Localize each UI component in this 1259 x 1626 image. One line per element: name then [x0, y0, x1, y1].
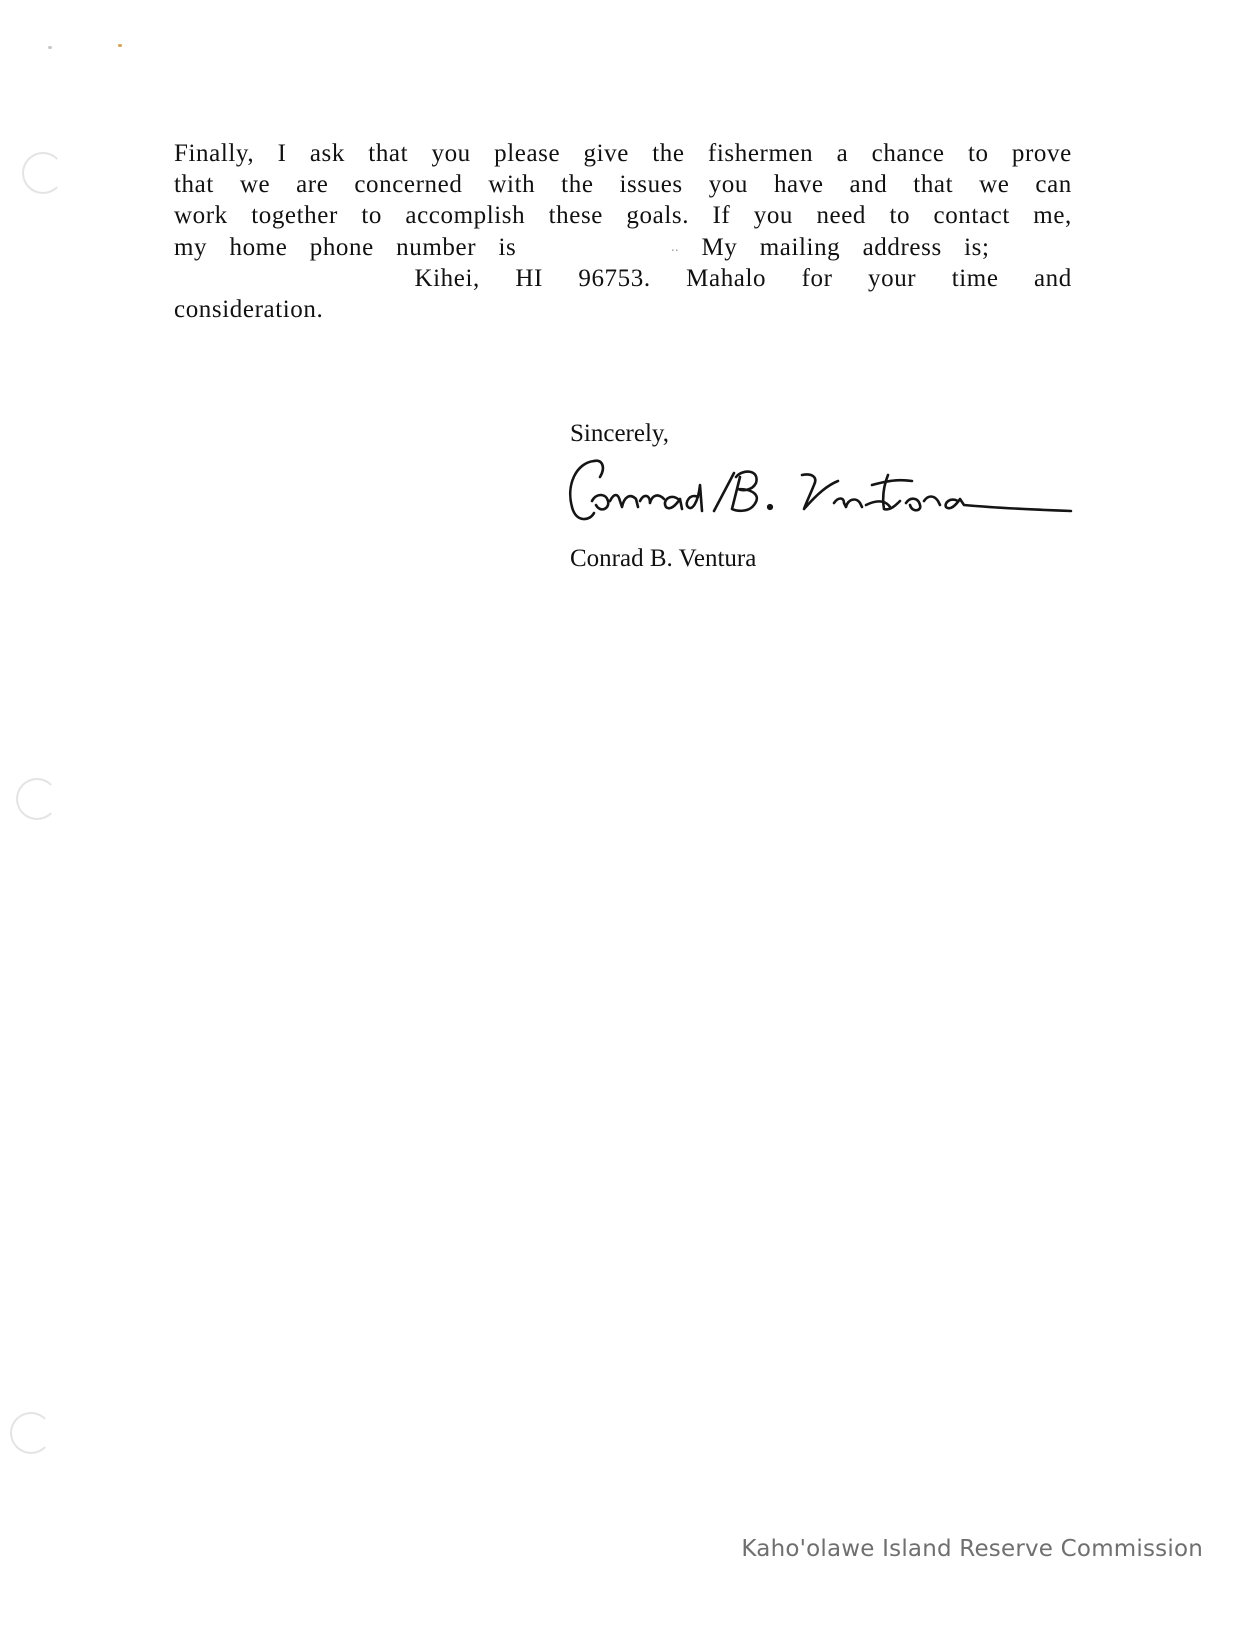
word: time: [951, 264, 999, 292]
punch-hole: [16, 778, 58, 820]
word: have: [773, 171, 824, 199]
redacted-street-address: [174, 263, 379, 294]
letter-line: [174, 294, 1072, 325]
word: for: [801, 264, 833, 292]
word: is;: [964, 233, 990, 261]
word: home: [229, 233, 288, 261]
word: together: [251, 202, 338, 230]
word: me,: [1033, 202, 1072, 230]
word: that: [174, 171, 214, 199]
word: to: [889, 202, 911, 230]
redacted-phone-number: [539, 232, 649, 263]
word: with: [488, 171, 536, 199]
letter-line: [174, 263, 1072, 294]
word: address: [862, 233, 942, 261]
word: to: [967, 140, 989, 167]
word: please: [494, 140, 561, 167]
word: that: [913, 171, 954, 199]
word: you: [753, 202, 794, 230]
word: fishermen: [707, 140, 814, 167]
word: My: [701, 233, 738, 261]
word: Mahalo: [686, 264, 767, 292]
word: you: [708, 171, 749, 199]
letter-line: [174, 232, 1072, 263]
word: ask: [309, 140, 345, 167]
word: the: [652, 140, 685, 167]
word: can: [1035, 171, 1072, 199]
word: give: [583, 140, 629, 167]
word: the: [561, 171, 594, 199]
letter-line: [174, 138, 1072, 169]
redaction-mark: ..: [670, 239, 680, 255]
word: these: [548, 202, 604, 230]
word: goals.: [626, 202, 690, 230]
punch-hole: [10, 1412, 52, 1454]
word: to: [361, 202, 382, 230]
scan-speck: [118, 44, 122, 47]
word: concerned: [354, 171, 463, 199]
word: prove: [1011, 140, 1072, 167]
word: consideration.: [174, 296, 324, 324]
word: HI: [515, 264, 543, 292]
word: work: [174, 202, 228, 230]
word: a: [836, 140, 849, 167]
closing-salutation: Sincerely,: [570, 420, 670, 447]
word: my: [174, 233, 208, 261]
word: we: [239, 171, 271, 199]
handwritten-signature-icon: [566, 455, 1076, 531]
word: 96753.: [578, 264, 651, 292]
word: issues: [619, 171, 683, 199]
word: your: [868, 264, 917, 292]
word: Finally,: [174, 140, 255, 167]
word: [1012, 232, 1072, 263]
word: and: [849, 171, 888, 199]
word: mailing: [759, 233, 841, 261]
letter-line: [174, 169, 1072, 200]
word: is: [498, 233, 517, 261]
word: you: [431, 140, 471, 167]
word: phone: [309, 233, 374, 261]
scan-speck: [48, 46, 52, 49]
word: need: [816, 202, 867, 230]
signer-name: Conrad B. Ventura: [570, 545, 757, 572]
word: number: [396, 233, 477, 261]
letter-line: [174, 200, 1072, 231]
word: Kihei,: [414, 264, 480, 292]
word: and: [1033, 264, 1072, 292]
word: If: [712, 202, 731, 230]
word: contact: [933, 202, 1010, 230]
archive-watermark: Kaho'olawe Island Reserve Commission: [741, 1536, 1203, 1562]
punch-hole: [22, 152, 64, 194]
word: are: [296, 171, 329, 199]
letter-body: [174, 138, 1072, 325]
word: I: [277, 140, 287, 167]
word: we: [979, 171, 1010, 199]
word: accomplish: [405, 202, 526, 230]
word: chance: [871, 140, 945, 167]
word: that: [368, 140, 409, 167]
